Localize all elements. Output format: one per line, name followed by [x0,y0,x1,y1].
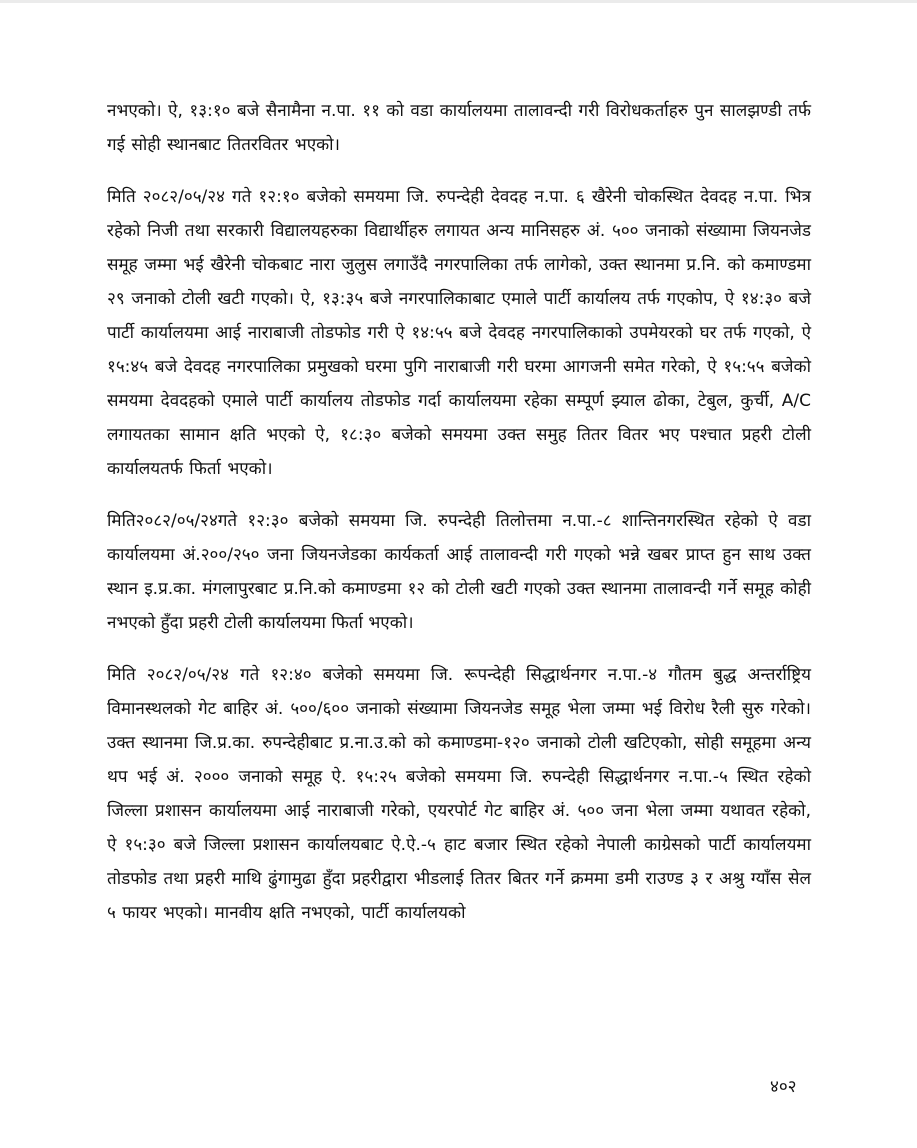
document-page [107,94,811,948]
page-top-edge [0,0,917,3]
paragraph-sainamaina-continuation: नभएको। ऐ, १३:१० बजे सैनामैना न.पा. ११ को वडा कार्यालयमा तालावन्दी गरी विरोधकर्ताहरु पुन सालझण्डी तर्फ गई सोही स्थानबाट तितरवितर भएको। [107,101,811,155]
page-number: ४०२ [770,1077,797,1097]
paragraph-devdaha-incident: मिति २०८२/०५/२४ गते १२:१० बजेको समयमा जि. रुपन्देही देवदह न.पा. ६ खैरेनी चोकस्थित देवदह न.पा. भित्र रहेको निजी तथा सरकारी विद्यालयहरुका विद्यार्थीहरु लगायत अन्य मानिसहरु अं. ५०० जनाको संख्यामा जियनजेड समूह जम्मा भई खैरेनी चोकबाट नारा जुलुस लगाउँदै नगरपालिका तर्फ लागेको, उक्त स्थानमा प्र.नि. को कमाण्डमा २९ जनाको टोली खटी गएको। ऐ, १३:३५ बजे नगरपालिकाबाट एमाले पार्टी कार्यालय तर्फ गएकोप, ऐ १४:३० बजे पार्टी कार्यालयमा आई नाराबाजी तोडफोड गरी ऐ १४:५५ बजे देवदह नगरपालिकाको उपमेयरको घर तर्फ गएको, ऐ १५:४५ बजे देवदह नगरपालिका प्रमुखको घरमा पुगि नाराबाजी गरी घरमा आगजनी समेत गरेको, ऐ १५:५५ बजेको समयमा देवदहको एमाले पार्टी कार्यालय तोडफोड गर्दा कार्यालयमा रहेका सम्पूर्ण झ्याल ढोका, टेबुल, कुर्ची, A/C लगायतका सामान क्षति भएको ऐ, १८:३० बजेको समयमा उक्त समुह तितर वितर भए पश्चात प्रहरी टोली कार्यालयतर्फ फिर्ता भएको। [107,187,811,479]
paragraph-tilottama-incident: मिति२०८२/०५/२४गते १२:३० बजेको समयमा जि. रुपन्देही तिलोत्तमा न.पा.-८ शान्तिनगरस्थित रहेको ऐ वडा कार्यालयमा अं.२००/२५० जना जियनजेडका कार्यकर्ता आई तालावन्दी गरी गएको भन्ने खबर प्राप्त हुन साथ उक्त स्थान इ.प्र.का. मंगलापुरबाट प्र.नि.को कमाण्डमा १२ को टोली खटी गएको उक्त स्थानमा तालावन्दी गर्ने समूह कोही नभएको हुँदा प्रहरी टोली कार्यालयमा फिर्ता भएको। [107,511,811,633]
paragraph-siddharthanagar-incident: मिति २०८२/०५/२४ गते १२:४० बजेको समयमा जि. रूपन्देही सिद्धार्थनगर न.पा.-४ गौतम बुद्ध अन्तर्राष्ट्रिय विमानस्थलको गेट बाहिर अं. ५००/६०० जनाको संख्यामा जियनजेड समूह भेला जम्मा भई विरोध रैली सुरु गरेको। उक्त स्थानमा जि.प्र.का. रुपन्देहीबाट प्र.ना.उ.को को कमाण्डमा-१२० जनाको टोली खटिएकोा, सोही समूहमा अन्य थप भई अं. २००० जनाको समूह ऐ. १५:२५ बजेको समयमा जि. रुपन्देही सिद्धार्थनगर न.पा.-५ स्थित रहेको जिल्ला प्रशासन कार्यालयमा आई नाराबाजी गरेको, एयरपोर्ट गेट बाहिर अं. ५०० जना भेला जम्मा यथावत रहेको, ऐ १५:३० बजे जिल्ला प्रशासन कार्यालयबाट ऐ.ऐ.-५ हाट बजार स्थित रहेको नेपाली काग्रेसको पार्टी कार्यालयमा तोडफोड तथा प्रहरी माथि ढुंगामुढा हुँदा प्रहरीद्वारा भीडलाई तितर बितर गर्ने क्रममा डमी राउण्ड ३ र अश्रु ग्याँस सेल ५ फायर भएको। मानवीय क्षति नभएको, पार्टी कार्यालयको [107,665,811,923]
